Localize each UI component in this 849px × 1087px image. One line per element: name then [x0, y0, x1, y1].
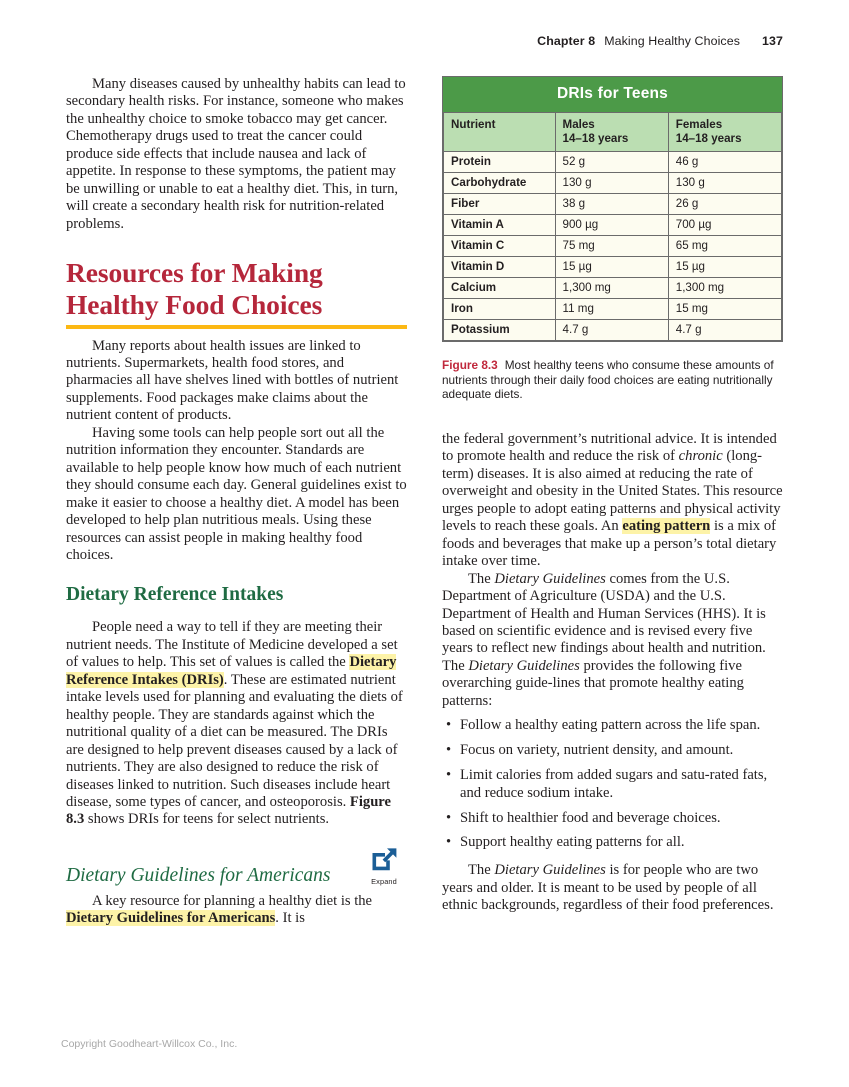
subheading-row-dietary-guidelines: [66, 847, 407, 887]
dri-para-tail: shows DRIs for teens for select nutrients.: [84, 811, 330, 828]
figure-caption-text: Most healthy teens who consume these amounts of nutrients through their daily food choices are eating nutritionally adequate diets.: [442, 358, 774, 402]
cell-males: 38 g: [555, 194, 668, 215]
dri-table-head: [444, 113, 782, 152]
paragraph-reports: Many reports about health issues are linked to nutrients. Supermarkets, health food stores, and pharmacies all have shelves lined with bottles of nutrient supplements. Food packages make claims about the nutrient content of products.: [66, 337, 399, 424]
guidelines-list: [442, 717, 783, 852]
table-row: [444, 257, 782, 278]
cell-nutrient: Fiber: [444, 194, 556, 215]
usda-pre: The: [468, 570, 495, 587]
figure-reference: Figure 8.3: [66, 794, 391, 828]
dri-para-post: . These are estimated nutrient intake levels used for planning and evaluating the diets of healthy people. They are standards against which the nutritional quality of a diet can be measured. The DRIs are designed to help prevent diseases caused by a lack of nutrients. They are also designed to reduce the risk of diseases linked to nutrition. Such diseases include heart disease, some types of cancer, and osteoporosis.: [66, 671, 403, 810]
cell-females: 26 g: [668, 194, 781, 215]
column-header-females: [668, 113, 781, 152]
running-head: [537, 34, 783, 48]
figure-8-3-table-container: [442, 76, 783, 342]
page-title: Resources for Making Healthy Food Choices: [66, 257, 323, 320]
paragraph-dri-definition: [66, 619, 407, 828]
cell-nutrient: Protein: [444, 152, 556, 173]
left-column: [66, 76, 407, 928]
column-header-males-line2: 14–18 years: [562, 131, 629, 145]
cell-females: 130 g: [668, 173, 781, 194]
table-row: [444, 278, 782, 299]
key-term-eating-pattern: eating pattern: [622, 518, 711, 535]
dri-table-title: DRIs for Teens: [443, 77, 782, 112]
table-row: [444, 236, 782, 257]
paragraph-intro: Many diseases caused by unhealthy habits can lead to secondary health risks. For instance, someone who makes the unhealthy choice to smoke tobacco may get cancer. Chemotherapy drugs used to treat the cancer could produce side effects that include nausea and lack of appetite. In response to these symptoms, the patient may be unwilling or unable to eat a healthy diet. This, in turn, will create a secondary health risk for nutrition-related problems.: [66, 76, 406, 232]
column-header-nutrient: [444, 113, 556, 152]
dri-table: [443, 77, 782, 341]
cell-males: 900 µg: [555, 215, 668, 236]
cell-males: 1,300 mg: [555, 278, 668, 299]
cell-males: 4.7 g: [555, 320, 668, 341]
cell-nutrient: Vitamin D: [444, 257, 556, 278]
cell-nutrient: Potassium: [444, 320, 556, 341]
key-term-dietary-guidelines: Dietary Guidelines for Americans: [66, 910, 276, 927]
list-item: • Support healthy eating patterns for all.: [442, 834, 783, 851]
list-item: • Follow a healthy eating pattern across the life span.: [442, 717, 783, 734]
table-row: [444, 173, 782, 194]
page-number: 137: [762, 34, 783, 48]
paragraph-tools: Having some tools can help people sort out all the nutrition information they encounter. Standards are available to help people know how much of each nutrient they should consume each day. General guidelines exist to make it easier to choose a healthy diet. A model has been developed to help plan nutritious meals. Using these resources can assist people in making healthy food choices.: [66, 424, 407, 564]
cell-females: 65 mg: [668, 236, 781, 257]
expand-icon: [370, 847, 398, 872]
key-term-dri: Dietary Reference Intakes (DRIs): [66, 654, 397, 688]
cell-males: 130 g: [555, 173, 668, 194]
column-header-males-line1: Males: [562, 118, 595, 131]
copyright-footer: Copyright Goodheart-Willcox Co., Inc.: [61, 1038, 238, 1050]
list-item: • Focus on variety, nutrient density, and amount.: [442, 742, 783, 759]
paragraph-usda-hhs: [442, 571, 783, 711]
cell-males: 11 mg: [555, 299, 668, 320]
dga-para-pre: A key resource for planning a healthy diet is the: [92, 892, 373, 909]
italic-dietary-guidelines-1: Dietary Guidelines: [494, 570, 606, 587]
federal-mid: (long-term) diseases. It is also aimed at reducing the rate of overweight and obesity in the United States. This resource urges people to adopt eating patterns and physical activity levels to reach these goals. An: [442, 448, 783, 535]
cell-males: 75 mg: [555, 236, 668, 257]
cell-nutrient: Calcium: [444, 278, 556, 299]
column-header-females-line1: Females: [675, 118, 723, 131]
cell-nutrient: Vitamin A: [444, 215, 556, 236]
column-header-nutrient-line1: Nutrient: [451, 118, 496, 131]
table-row: [444, 215, 782, 236]
cell-females: 15 mg: [668, 299, 781, 320]
subheading-dietary-guidelines-for-americans: Dietary Guidelines for Americans: [66, 864, 331, 886]
italic-dietary-guidelines-2: Dietary Guidelines: [468, 657, 580, 674]
expand-button[interactable]: [361, 847, 407, 886]
running-head-chapter-number: Chapter 8: [537, 34, 596, 48]
list-item: • Limit calories from added sugars and satu-rated fats, and reduce sodium intake.: [442, 767, 783, 802]
table-row: [444, 194, 782, 215]
dga-para-post: . It is: [275, 910, 305, 927]
cell-males: 15 µg: [555, 257, 668, 278]
italic-chronic: chronic: [678, 448, 723, 465]
figure-caption-label: Figure 8.3: [442, 358, 498, 373]
paragraph-federal-advice: [442, 431, 783, 571]
cell-nutrient: Iron: [444, 299, 556, 320]
figure-caption: [442, 358, 783, 402]
italic-dietary-guidelines-3: Dietary Guidelines: [494, 862, 606, 879]
cell-nutrient: Vitamin C: [444, 236, 556, 257]
cell-males: 52 g: [555, 152, 668, 173]
table-row: [444, 299, 782, 320]
subheading-dietary-reference-intakes: Dietary Reference Intakes: [66, 584, 284, 606]
page-body: [66, 76, 783, 1016]
running-head-chapter-title: Making Healthy Choices: [604, 34, 741, 48]
table-header-row: [444, 113, 782, 152]
cell-females: 15 µg: [668, 257, 781, 278]
usda-post: provides the following five overarching guide-lines that promote healthy eating patterns:: [442, 657, 744, 709]
two-years-pre: The: [468, 862, 495, 879]
column-header-males: [555, 113, 668, 152]
dri-para-pre: People need a way to tell if they are meeting their nutrient needs. The Institute of Medicine developed a set of values to help. This set of values is called the: [66, 619, 398, 671]
cell-females: 700 µg: [668, 215, 781, 236]
paragraph-two-years-and-older: [442, 862, 783, 914]
federal-post: is a mix of foods and beverages that make up a person’s total dietary intake over time.: [442, 518, 777, 570]
paragraph-dga-intro: [66, 893, 407, 928]
list-item: • Shift to healthier food and beverage choices.: [442, 810, 783, 827]
cell-females: 1,300 mg: [668, 278, 781, 299]
federal-pre: the federal government’s nutritional advice. It is intended to promote health and reduce the risk of: [442, 430, 777, 465]
cell-females: 46 g: [668, 152, 781, 173]
two-years-post: is for people who are two years and older. It is meant to be used by people of all ethnic backgrounds, regardless of their food preferences.: [442, 862, 774, 914]
column-header-females-line2: 14–18 years: [675, 131, 742, 145]
cell-females: 4.7 g: [668, 320, 781, 341]
dri-table-body: [444, 152, 782, 341]
right-column: [442, 76, 783, 915]
table-row: [444, 320, 782, 341]
expand-label: Expand: [371, 876, 397, 886]
cell-nutrient: Carbohydrate: [444, 173, 556, 194]
table-row: [444, 152, 782, 173]
usda-mid: comes from the U.S. Department of Agriculture (USDA) and the U.S. Department of Health and Human Services (HHS). It is based on scientific evidence and is revised every five years to reflect new findings about health and nutrition. The: [442, 570, 766, 674]
